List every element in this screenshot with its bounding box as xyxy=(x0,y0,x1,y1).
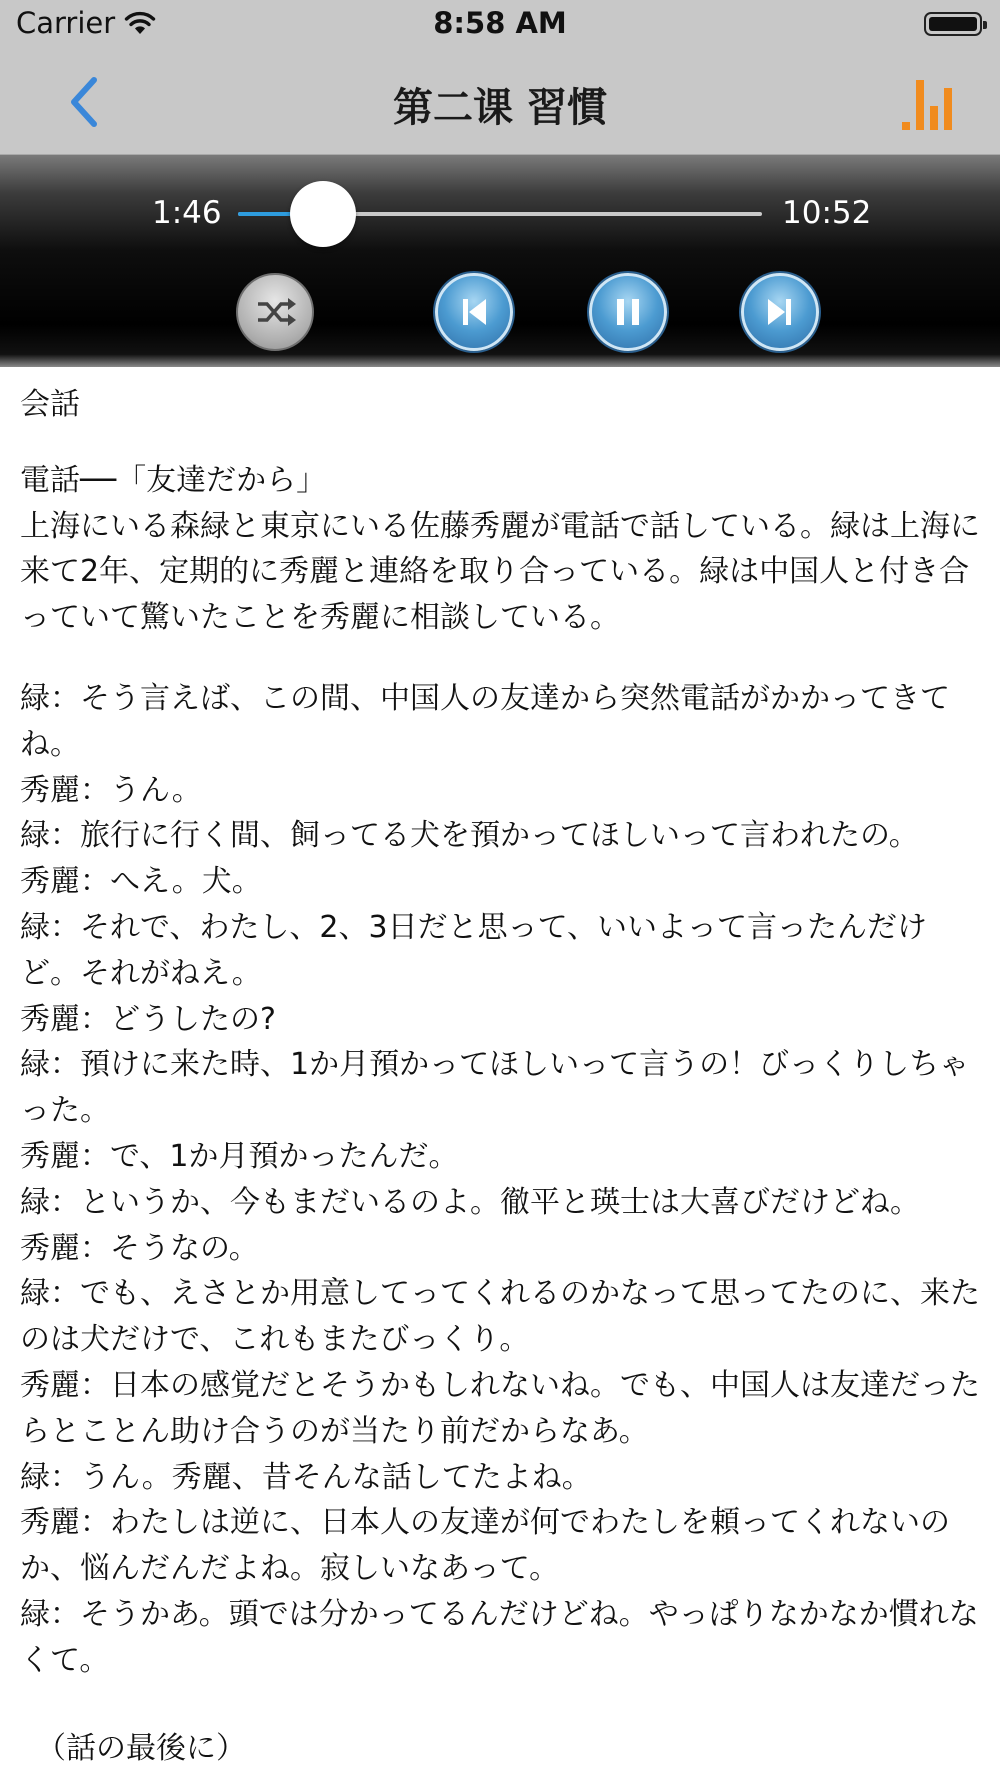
dialogue-line: 秀麗：へえ。犬。 xyxy=(20,864,262,900)
total-time: 10:52 xyxy=(782,195,872,231)
postscript-label: （話の最後に） xyxy=(36,1730,246,1766)
pause-icon xyxy=(592,276,664,348)
dialogue-line: 緑：預けに来た時、1か月預かってほしいって言うの！びっくりしちゃった。 xyxy=(20,1047,970,1129)
intro-paragraph: 上海にいる森緑と東京にいる佐藤秀麗が電話で話している。緑は上海に来て2年、定期的に秀麗と連絡を取り合っている。緑は中国人と付き合っていて驚いたことを秀麗に相談している。 xyxy=(20,508,980,636)
progress-thumb[interactable] xyxy=(290,181,356,247)
progress-slider[interactable] xyxy=(238,212,762,216)
dialogue-line: 緑：うん。秀麗、昔そんな話してたよね。 xyxy=(20,1459,592,1495)
navigation-bar xyxy=(0,50,1000,155)
pause-button[interactable] xyxy=(589,273,667,351)
shuffle-icon xyxy=(238,275,312,349)
dialogue-line: 緑：そうかあ。頭では分かってるんだけどね。やっぱりなかなか慣れなくて。 xyxy=(20,1596,979,1678)
dialogue-line: 緑：旅行に行く間、飼ってる犬を預かってほしいって言われたの。 xyxy=(20,818,919,854)
dialogue-line: 秀麗：どうしたの? xyxy=(20,1001,276,1037)
next-icon xyxy=(744,276,816,348)
dialogue-line: 緑：でも、えさとか用意してってくれるのかなって思ってたのに、来たのは犬だけで、これもまたびっくり。 xyxy=(20,1276,980,1358)
status-bar xyxy=(0,0,1000,50)
carrier-label: Carrier xyxy=(16,6,116,40)
lesson-text xyxy=(20,382,980,1771)
dialogue-line: 緑：というか、今もまだいるのよ。徹平と瑛士は大喜びだけどね。 xyxy=(20,1184,920,1220)
dialogue-line: 秀麗：うん。 xyxy=(20,772,202,808)
dialogue-line: 緑：それで、わたし、2、3日だと思って、いいよって言ったんだけど。それがねえ。 xyxy=(20,909,927,991)
dialogue-line: 秀麗：そうなの。 xyxy=(20,1230,259,1266)
shuffle-button[interactable] xyxy=(236,273,314,351)
bar-chart-icon[interactable] xyxy=(900,72,956,132)
dialogue-heading: 電話──「友達だから」 xyxy=(20,462,327,498)
next-button[interactable] xyxy=(741,273,819,351)
previous-button[interactable] xyxy=(435,273,513,351)
dialogue-line: 緑：そう言えば、この間、中国人の友達から突然電話がかかってきてね。 xyxy=(20,680,950,762)
previous-icon xyxy=(438,276,510,348)
elapsed-time: 1:46 xyxy=(152,195,222,231)
page-title: 第二课 習慣 xyxy=(393,85,607,131)
dialogue-line: 秀麗：日本の感覚だとそうかもしれないね。でも、中国人は友達だったらとことん助け合うのが当たり前だからなあ。 xyxy=(20,1367,980,1449)
status-time: 8:58 AM xyxy=(433,6,567,40)
dialogue-line: 秀麗：で、1か月預かったんだ。 xyxy=(20,1138,459,1174)
battery-icon xyxy=(924,12,982,36)
audio-player xyxy=(0,155,1000,367)
dialogue-line: 秀麗：わたしは逆に、日本人の友達が何でわたしを頼ってくれないのか、悩んだんだよね。寂しいなあって。 xyxy=(20,1505,950,1587)
section-label: 会話 xyxy=(20,387,80,422)
